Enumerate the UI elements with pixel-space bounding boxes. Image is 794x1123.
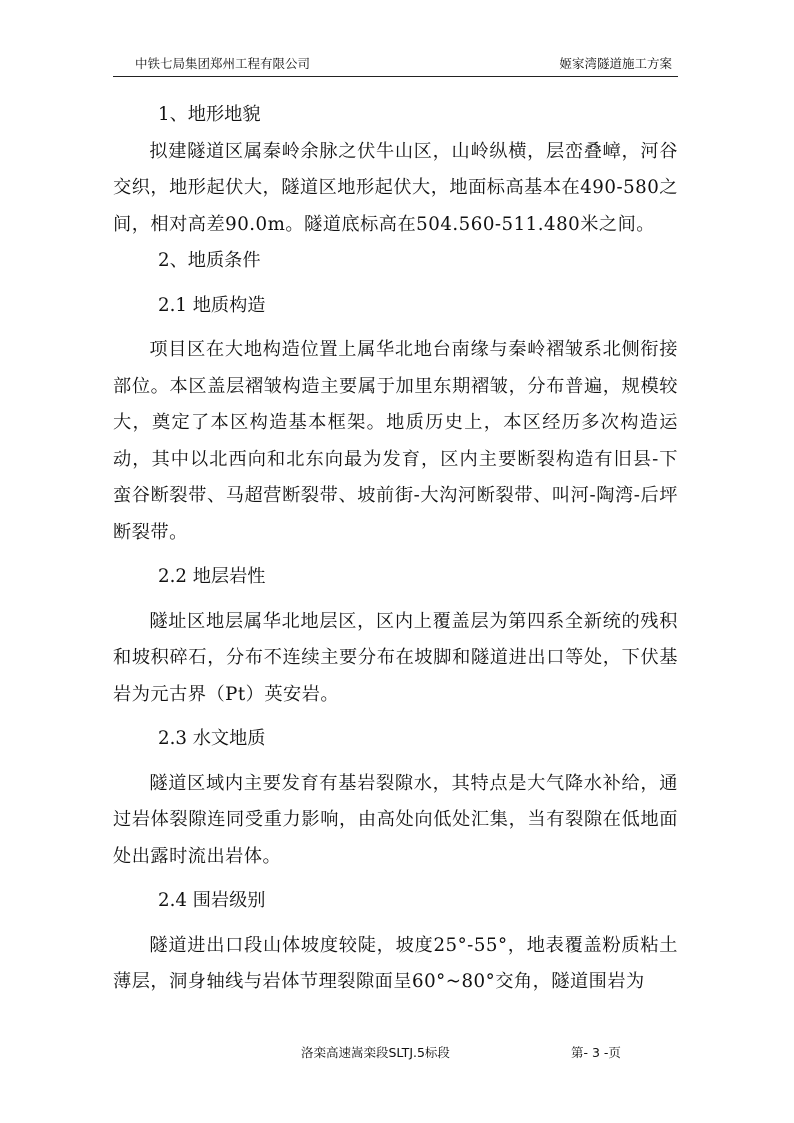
paragraph-hydrogeology: 隧道区域内主要发育有基岩裂隙水，其特点是大气降水补给，通过岩体裂隙连同受重力影响，由高处向低处汇集，当有裂隙在低地面处出露时流出岩体。: [113, 772, 678, 867]
heading-geology: 2、地质条件: [158, 250, 261, 271]
paragraph-lithology: 隧址区地层属华北地层区，区内上覆盖层为第四系全新统的残积和坡积碎石，分布不连续主要分布在坡脚和隧道进出口等处，下伏基岩为元古界（Pt）英安岩。: [113, 610, 678, 705]
paragraph-terrain: 拟建隧道区属秦岭余脉之伏牛山区，山岭纵横，层峦叠嶂，河谷交织，地形起伏大，隧道区地形起伏大，地面标高基本在490-580之间，相对高差90.0m。隧道底标高在504.560-511.480米之间。: [113, 140, 678, 235]
heading-terrain: 1、地形地貌: [158, 104, 261, 125]
paragraph-structure: 项目区在大地构造位置上属华北地台南缘与秦岭褶皱系北侧衔接部位。本区盖层褶皱构造主要属于加里东期褶皱，分布普遍，规模较大，奠定了本区构造基本框架。地质历史上，本区经历多次构造运动，其中以北西向和北东向最为发育，区内主要断裂构造有旧县-下蛮谷断裂带、马超营断裂带、坡前街-大沟河断裂带、叫河-陶湾-后坪断裂带。: [113, 339, 678, 543]
page-number: 第- 3 -页: [571, 1045, 621, 1060]
header-divider: [113, 76, 678, 77]
paragraph-rock-class: 隧道进出口段山体坡度较陡，坡度25°-55°，地表覆盖粉质粘土薄层，洞身轴线与岩体节理裂隙面呈60°~80°交角，隧道围岩为: [113, 934, 678, 992]
document-body: [113, 97, 678, 1001]
page-header: [113, 52, 678, 74]
header-doc-title: 姬家湾隧道施工方案: [559, 56, 672, 71]
page-footer: [113, 1043, 678, 1065]
heading-lithology: 2.2 地层岩性: [158, 566, 266, 587]
header-company: 中铁七局集团郑州工程有限公司: [135, 56, 311, 71]
heading-structure: 2.1 地质构造: [158, 294, 266, 316]
footer-section: 洛栾高速嵩栾段SLTJ.5标段: [301, 1045, 450, 1060]
heading-rock-class: 2.4 围岩级别: [158, 890, 266, 911]
heading-hydrogeology: 2.3 水文地质: [158, 728, 266, 749]
